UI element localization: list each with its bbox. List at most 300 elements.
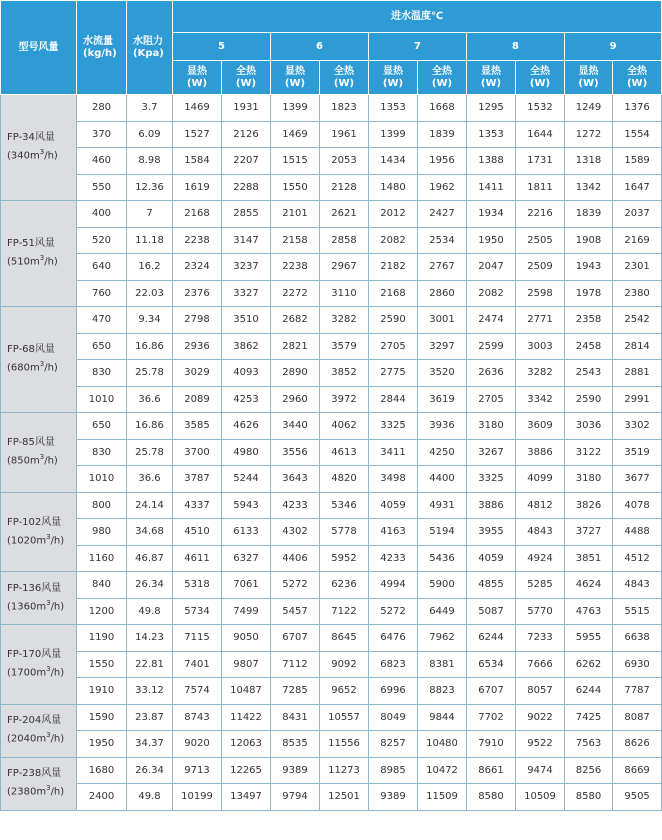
table-header xyxy=(1,1,662,95)
table-cell: 3585 xyxy=(173,413,222,440)
table-cell: 1839 xyxy=(418,121,467,148)
table-cell: 8257 xyxy=(369,731,418,758)
table-cell: 1950 xyxy=(77,731,127,758)
table-cell: 3700 xyxy=(173,439,222,466)
table-cell: 8823 xyxy=(418,678,467,705)
table-cell: 4163 xyxy=(369,519,418,546)
table-cell: 2509 xyxy=(516,254,565,281)
table-cell: 1590 xyxy=(77,704,127,731)
table-cell: 5346 xyxy=(320,492,369,519)
table-cell: 5087 xyxy=(467,598,516,625)
table-cell: 5952 xyxy=(320,545,369,572)
table-cell: 34.68 xyxy=(127,519,173,546)
table-cell: 5955 xyxy=(565,625,613,652)
table-cell: 26.34 xyxy=(127,757,173,784)
table-cell: 2089 xyxy=(173,386,222,413)
table-cell: 1554 xyxy=(613,121,662,148)
sensible-heat-header: 显热 (W) xyxy=(369,61,418,95)
table-cell: 2272 xyxy=(271,280,320,307)
table-cell: 1961 xyxy=(320,121,369,148)
table-cell: 6244 xyxy=(565,678,613,705)
table-cell: 8381 xyxy=(418,651,467,678)
table-cell: 2890 xyxy=(271,360,320,387)
table-cell: 3282 xyxy=(320,307,369,334)
table-cell: 4400 xyxy=(418,466,467,493)
table-row xyxy=(1,174,662,201)
table-cell: 1295 xyxy=(467,95,516,122)
airflow-superscript: 3 xyxy=(46,532,51,541)
table-cell: 8057 xyxy=(516,678,565,705)
table-cell: 4099 xyxy=(516,466,565,493)
table-cell: 3510 xyxy=(222,307,271,334)
table-cell: 2216 xyxy=(516,201,565,228)
table-cell: 4613 xyxy=(320,439,369,466)
table-cell: 4062 xyxy=(320,413,369,440)
table-row xyxy=(1,572,662,599)
table-cell: 3180 xyxy=(467,413,516,440)
table-cell: 2168 xyxy=(369,280,418,307)
table-cell: 5770 xyxy=(516,598,565,625)
table-cell: 1469 xyxy=(271,121,320,148)
table-cell: 840 xyxy=(77,572,127,599)
table-cell: 3852 xyxy=(320,360,369,387)
table-cell: 2458 xyxy=(565,333,613,360)
table-cell: 1527 xyxy=(173,121,222,148)
table-row xyxy=(1,439,662,466)
model-cell xyxy=(1,625,77,705)
table-cell: 2158 xyxy=(271,227,320,254)
table-cell: 5272 xyxy=(369,598,418,625)
table-cell: 6449 xyxy=(418,598,467,625)
table-row xyxy=(1,307,662,334)
table-cell: 460 xyxy=(77,148,127,175)
table-cell: 2534 xyxy=(418,227,467,254)
table-cell: 3677 xyxy=(613,466,662,493)
table-cell: 3325 xyxy=(467,466,516,493)
table-row xyxy=(1,757,662,784)
table-cell: 8580 xyxy=(467,784,516,811)
airflow-unit: /h) xyxy=(44,150,58,162)
table-cell: 1908 xyxy=(565,227,613,254)
table-cell: 2400 xyxy=(77,784,127,811)
table-cell: 2705 xyxy=(369,333,418,360)
table-cell: 2860 xyxy=(418,280,467,307)
table-cell: 6236 xyxy=(320,572,369,599)
table-cell: 10509 xyxy=(516,784,565,811)
table-cell: 2621 xyxy=(320,201,369,228)
table-cell: 3411 xyxy=(369,439,418,466)
temp-header-9: 9 xyxy=(565,33,662,61)
table-cell: 6262 xyxy=(565,651,613,678)
table-row xyxy=(1,651,662,678)
model-header: 型号风量 xyxy=(1,1,77,95)
table-row xyxy=(1,386,662,413)
table-cell: 2967 xyxy=(320,254,369,281)
model-airflow: (1700m xyxy=(7,667,47,679)
table-cell: 9389 xyxy=(271,757,320,784)
table-cell: 2182 xyxy=(369,254,418,281)
table-cell: 2590 xyxy=(369,307,418,334)
model-name: FP-204风量 xyxy=(7,715,62,727)
table-cell: 3520 xyxy=(418,360,467,387)
table-cell: 26.34 xyxy=(127,572,173,599)
table-cell: 36.6 xyxy=(127,466,173,493)
table-cell: 3643 xyxy=(271,466,320,493)
table-cell: 9020 xyxy=(173,731,222,758)
table-cell: 5318 xyxy=(173,572,222,599)
model-airflow: (2040m xyxy=(7,733,47,745)
table-cell: 5272 xyxy=(271,572,320,599)
table-cell: 46.87 xyxy=(127,545,173,572)
table-cell: 2376 xyxy=(173,280,222,307)
table-cell: 3519 xyxy=(613,439,662,466)
table-cell: 1376 xyxy=(613,95,662,122)
table-cell: 2358 xyxy=(565,307,613,334)
table-row xyxy=(1,545,662,572)
table-cell: 1647 xyxy=(613,174,662,201)
airflow-superscript: 3 xyxy=(46,598,51,607)
table-cell: 2844 xyxy=(369,386,418,413)
total-heat-header: 全热 (W) xyxy=(418,61,467,95)
table-cell: 11.18 xyxy=(127,227,173,254)
table-cell: 3001 xyxy=(418,307,467,334)
table-cell: 4994 xyxy=(369,572,418,599)
airflow-superscript: 3 xyxy=(39,453,45,462)
table-cell: 1469 xyxy=(173,95,222,122)
model-airflow: (510m xyxy=(7,256,40,268)
table-cell: 1353 xyxy=(369,95,418,122)
model-name: FP-85风量 xyxy=(7,437,55,449)
sensible-heat-header: 显热 (W) xyxy=(565,61,613,95)
table-cell: 550 xyxy=(77,174,127,201)
table-cell: 9794 xyxy=(271,784,320,811)
table-cell: 8743 xyxy=(173,704,222,731)
sensible-heat-header: 显热 (W) xyxy=(467,61,516,95)
table-cell: 6823 xyxy=(369,651,418,678)
table-row xyxy=(1,360,662,387)
table-cell: 2771 xyxy=(516,307,565,334)
table-cell: 2427 xyxy=(418,201,467,228)
table-cell: 2775 xyxy=(369,360,418,387)
table-cell: 12501 xyxy=(320,784,369,811)
table-cell: 7787 xyxy=(613,678,662,705)
model-name: FP-170风量 xyxy=(7,649,62,661)
table-cell: 1811 xyxy=(516,174,565,201)
table-cell: 49.8 xyxy=(127,784,173,811)
table-cell: 9713 xyxy=(173,757,222,784)
table-cell: 6996 xyxy=(369,678,418,705)
table-cell: 3036 xyxy=(565,413,613,440)
table-cell: 1353 xyxy=(467,121,516,148)
table-row xyxy=(1,280,662,307)
table-cell: 1550 xyxy=(77,651,127,678)
table-cell: 3498 xyxy=(369,466,418,493)
table-cell: 1434 xyxy=(369,148,418,175)
table-cell: 22.81 xyxy=(127,651,173,678)
table-row xyxy=(1,333,662,360)
table-cell: 1950 xyxy=(467,227,516,254)
table-cell: 4812 xyxy=(516,492,565,519)
table-cell: 2168 xyxy=(173,201,222,228)
table-cell: 2037 xyxy=(613,201,662,228)
table-cell: 9050 xyxy=(222,625,271,652)
table-cell: 3237 xyxy=(222,254,271,281)
table-cell: 4924 xyxy=(516,545,565,572)
table-cell: 2543 xyxy=(565,360,613,387)
table-cell: 3029 xyxy=(173,360,222,387)
model-name: FP-238风量 xyxy=(7,768,62,780)
table-cell: 1934 xyxy=(467,201,516,228)
model-name: FP-136风量 xyxy=(7,582,62,594)
table-cell: 4059 xyxy=(369,492,418,519)
table-row xyxy=(1,731,662,758)
model-name: FP-68风量 xyxy=(7,344,55,356)
table-cell: 2636 xyxy=(467,360,516,387)
table-cell: 2301 xyxy=(613,254,662,281)
table-cell: 4763 xyxy=(565,598,613,625)
table-cell: 520 xyxy=(77,227,127,254)
table-cell: 650 xyxy=(77,333,127,360)
table-cell: 3826 xyxy=(565,492,613,519)
table-cell: 2598 xyxy=(516,280,565,307)
table-row xyxy=(1,227,662,254)
table-cell: 2881 xyxy=(613,360,662,387)
table-cell: 3267 xyxy=(467,439,516,466)
table-cell: 4624 xyxy=(565,572,613,599)
table-cell: 7122 xyxy=(320,598,369,625)
model-airflow: (340m xyxy=(7,150,40,162)
table-cell: 3787 xyxy=(173,466,222,493)
table-cell: 1399 xyxy=(271,95,320,122)
table-cell: 1411 xyxy=(467,174,516,201)
table-cell: 2991 xyxy=(613,386,662,413)
table-cell: 7 xyxy=(127,201,173,228)
table-cell: 4059 xyxy=(467,545,516,572)
table-cell: 3727 xyxy=(565,519,613,546)
table-cell: 9474 xyxy=(516,757,565,784)
table-cell: 9389 xyxy=(369,784,418,811)
table-row xyxy=(1,413,662,440)
airflow-unit: /h) xyxy=(50,733,65,745)
model-cell xyxy=(1,572,77,625)
table-cell: 3147 xyxy=(222,227,271,254)
table-cell: 6327 xyxy=(222,545,271,572)
table-cell: 2238 xyxy=(271,254,320,281)
table-cell: 1731 xyxy=(516,148,565,175)
table-cell: 830 xyxy=(77,439,127,466)
table-cell: 1823 xyxy=(320,95,369,122)
table-row xyxy=(1,95,662,122)
table-cell: 4406 xyxy=(271,545,320,572)
resistance-header-label: 水阻力 (Kpa) xyxy=(133,35,164,59)
table-cell: 280 xyxy=(77,95,127,122)
table-cell: 2126 xyxy=(222,121,271,148)
table-cell: 1550 xyxy=(271,174,320,201)
table-cell: 3619 xyxy=(418,386,467,413)
table-cell: 2324 xyxy=(173,254,222,281)
table-cell: 2053 xyxy=(320,148,369,175)
table-row xyxy=(1,148,662,175)
table-cell: 24.14 xyxy=(127,492,173,519)
airflow-superscript: 3 xyxy=(39,360,45,369)
table-cell: 22.03 xyxy=(127,280,173,307)
table-cell: 1532 xyxy=(516,95,565,122)
table-cell: 8985 xyxy=(369,757,418,784)
table-cell: 3.7 xyxy=(127,95,173,122)
table-row xyxy=(1,678,662,705)
table-cell: 6638 xyxy=(613,625,662,652)
total-heat-header: 全热 (W) xyxy=(320,61,369,95)
table-cell: 3851 xyxy=(565,545,613,572)
table-cell: 9844 xyxy=(418,704,467,731)
table-cell: 8535 xyxy=(271,731,320,758)
table-cell: 1680 xyxy=(77,757,127,784)
table-cell: 7962 xyxy=(418,625,467,652)
table-cell: 6534 xyxy=(467,651,516,678)
table-cell: 2082 xyxy=(467,280,516,307)
table-cell: 5244 xyxy=(222,466,271,493)
model-name: FP-34风量 xyxy=(7,132,55,144)
table-cell: 4093 xyxy=(222,360,271,387)
temp-header-6: 6 xyxy=(271,33,369,61)
table-cell: 800 xyxy=(77,492,127,519)
table-cell: 7115 xyxy=(173,625,222,652)
table-cell: 5778 xyxy=(320,519,369,546)
table-cell: 1249 xyxy=(565,95,613,122)
model-airflow: (850m xyxy=(7,455,40,467)
table-cell: 8049 xyxy=(369,704,418,731)
table-row xyxy=(1,254,662,281)
flow-header xyxy=(77,1,127,95)
table-cell: 5457 xyxy=(271,598,320,625)
table-cell: 8661 xyxy=(467,757,516,784)
table-cell: 1200 xyxy=(77,598,127,625)
table-cell: 2814 xyxy=(613,333,662,360)
model-airflow: (2380m xyxy=(7,786,47,798)
table-cell: 4233 xyxy=(369,545,418,572)
flow-header-label: 水流量 (kg/h) xyxy=(83,35,117,59)
table-cell: 12063 xyxy=(222,731,271,758)
table-cell: 6476 xyxy=(369,625,418,652)
table-cell: 3325 xyxy=(369,413,418,440)
table-cell: 11556 xyxy=(320,731,369,758)
table-cell: 1668 xyxy=(418,95,467,122)
table-cell: 1584 xyxy=(173,148,222,175)
table-cell: 4078 xyxy=(613,492,662,519)
table-cell: 3972 xyxy=(320,386,369,413)
table-cell: 2288 xyxy=(222,174,271,201)
table-cell: 1388 xyxy=(467,148,516,175)
table-cell: 3862 xyxy=(222,333,271,360)
model-cell xyxy=(1,307,77,413)
table-cell: 6707 xyxy=(467,678,516,705)
table-cell: 8431 xyxy=(271,704,320,731)
table-cell: 640 xyxy=(77,254,127,281)
sensible-heat-header: 显热 (W) xyxy=(271,61,320,95)
table-cell: 3302 xyxy=(613,413,662,440)
table-cell: 4855 xyxy=(467,572,516,599)
table-cell: 7702 xyxy=(467,704,516,731)
table-cell: 1839 xyxy=(565,201,613,228)
table-cell: 5436 xyxy=(418,545,467,572)
table-cell: 9807 xyxy=(222,651,271,678)
table-cell: 7285 xyxy=(271,678,320,705)
table-cell: 3122 xyxy=(565,439,613,466)
table-row xyxy=(1,492,662,519)
table-cell: 470 xyxy=(77,307,127,334)
table-cell: 2960 xyxy=(271,386,320,413)
table-cell: 650 xyxy=(77,413,127,440)
table-cell: 5943 xyxy=(222,492,271,519)
table-row xyxy=(1,201,662,228)
table-cell: 760 xyxy=(77,280,127,307)
table-cell: 1318 xyxy=(565,148,613,175)
table-cell: 10472 xyxy=(418,757,467,784)
table-cell: 4931 xyxy=(418,492,467,519)
table-cell: 1962 xyxy=(418,174,467,201)
table-cell: 9.34 xyxy=(127,307,173,334)
table-cell: 11273 xyxy=(320,757,369,784)
table-cell: 8087 xyxy=(613,704,662,731)
airflow-superscript: 3 xyxy=(46,784,51,793)
table-cell: 5285 xyxy=(516,572,565,599)
table-cell: 1010 xyxy=(77,466,127,493)
table-cell: 4820 xyxy=(320,466,369,493)
table-cell: 2767 xyxy=(418,254,467,281)
model-cell xyxy=(1,95,77,201)
table-body xyxy=(1,95,662,811)
table-cell: 3886 xyxy=(516,439,565,466)
table-cell: 8669 xyxy=(613,757,662,784)
temp-header-5: 5 xyxy=(173,33,271,61)
table-cell: 1010 xyxy=(77,386,127,413)
table-cell: 10487 xyxy=(222,678,271,705)
airflow-unit: /h) xyxy=(50,601,65,613)
airflow-superscript: 3 xyxy=(46,731,51,740)
table-cell: 4611 xyxy=(173,545,222,572)
table-row xyxy=(1,598,662,625)
table-cell: 6930 xyxy=(613,651,662,678)
table-cell: 2590 xyxy=(565,386,613,413)
table-cell: 1399 xyxy=(369,121,418,148)
table-cell: 5515 xyxy=(613,598,662,625)
model-cell xyxy=(1,492,77,572)
table-cell: 7910 xyxy=(467,731,516,758)
table-cell: 4510 xyxy=(173,519,222,546)
table-cell: 1644 xyxy=(516,121,565,148)
table-row xyxy=(1,625,662,652)
table-cell: 9522 xyxy=(516,731,565,758)
table-cell: 16.2 xyxy=(127,254,173,281)
table-cell: 1190 xyxy=(77,625,127,652)
table-cell: 1978 xyxy=(565,280,613,307)
airflow-superscript: 3 xyxy=(39,148,45,157)
table-cell: 2599 xyxy=(467,333,516,360)
table-cell: 5900 xyxy=(418,572,467,599)
table-cell: 4302 xyxy=(271,519,320,546)
table-cell: 1515 xyxy=(271,148,320,175)
table-cell: 8626 xyxy=(613,731,662,758)
table-cell: 3110 xyxy=(320,280,369,307)
table-cell: 1619 xyxy=(173,174,222,201)
table-cell: 2936 xyxy=(173,333,222,360)
table-cell: 3936 xyxy=(418,413,467,440)
table-cell: 2101 xyxy=(271,201,320,228)
airflow-unit: /h) xyxy=(44,362,58,374)
table-cell: 1272 xyxy=(565,121,613,148)
airflow-unit: /h) xyxy=(50,534,65,546)
table-cell: 9505 xyxy=(613,784,662,811)
